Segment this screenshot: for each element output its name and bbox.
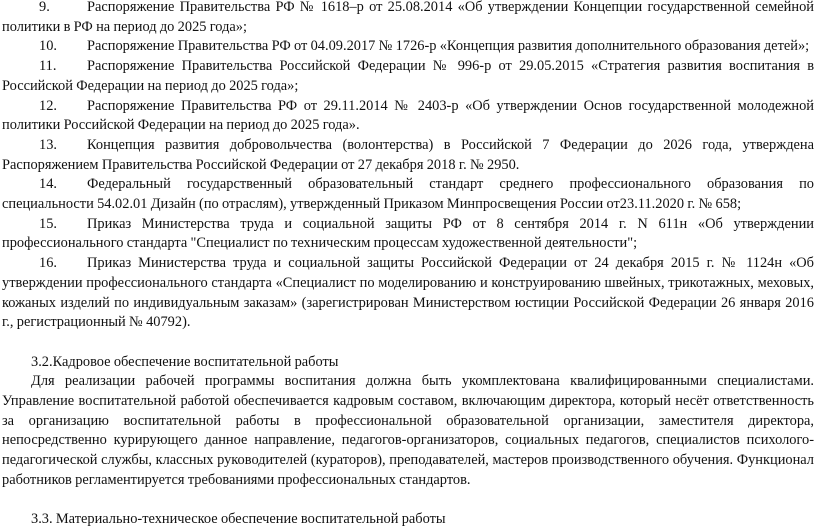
item-text: Концепция развития добровольчества (волонтерства) в Российской 7 Федерации до 2026 года, утверждена Распоряжением Правительства Российской Федерации от 27 декабря 2018 г. № 2950. [2, 136, 814, 173]
item-text: Распоряжение Правительства РФ № 1618–р от 25.08.2014 «Об утверждении Концепции государственной семейной политики в РФ на период до 2025 года»; [2, 0, 814, 35]
item-number: 10. [39, 38, 57, 55]
spacer [2, 491, 814, 511]
list-item [2, 57, 814, 96]
item-number: 13. [39, 136, 57, 153]
regulations-list [2, 0, 814, 333]
item-text: Приказ Министерства труда и социальной защиты РФ от 8 сентября 2014 г. N 611н «Об утверждении профессионального стандарта "Специалист по техническим процессам художественной деятельности"; [2, 215, 814, 252]
item-number: 9. [39, 0, 50, 15]
item-text: Распоряжение Правительства РФ от 29.11.2014 № 2403-р «Об утверждении Основ государственной молодежной политики Российской Федерации на период до 2025 года». [2, 97, 814, 134]
section-heading-material: 3.3. Материально-техническое обеспечение воспитательной работы [31, 511, 446, 528]
list-item [2, 0, 814, 37]
item-number: 12. [39, 97, 57, 114]
item-text: Распоряжение Правительства РФ от 04.09.2017 № 1726-р «Концепция развития дополнительного образования детей»; [87, 38, 810, 55]
list-item [2, 254, 814, 333]
list-item [2, 97, 814, 136]
item-number: 15. [39, 215, 57, 232]
spacer [2, 333, 814, 353]
list-item [2, 37, 814, 57]
list-item [2, 175, 814, 214]
list-item [2, 136, 814, 175]
item-number: 11. [39, 58, 57, 75]
list-item [2, 215, 814, 254]
section-heading-staffing: 3.2.Кадровое обеспечение воспитательной работы [31, 353, 339, 370]
item-number: 16. [39, 255, 57, 272]
section-body-staffing: Для реализации рабочей программы воспитания должна быть укомплектована квалифицированными специалистами. Управление воспитательной работой обеспечивается кадровым составом, включающим директора, который несёт ответственность за организацию воспитательной работы в профессиональной образовательной организации, заместителя директора, непосредственно курирующего данное направление, педагогов-организаторов, социальных педагогов, специалистов психолого-педагогической службы, классных руководителей (кураторов), преподавателей, мастеров производственного обучения. Функционал работников регламентируется требованиями профессиональных стандартов. [2, 373, 814, 488]
item-text: Приказ Министерства труда и социальной защиты Российской Федерации от 24 декабря 2015 г. № 1124н «Об утверждении профессионального стандарта «Специалист по моделированию и конструированию швейных, трикотажных, меховых, кожаных изделий по индивидуальным заказам» (зарегистрирован Министерством юстиции Российской Федерации 26 января 2016 г., регистрационный № 40792). [2, 255, 814, 331]
item-text: Федеральный государственный образовательный стандарт среднего профессионального образования по специальности 54.02.01 Дизайн (по отраслям), утвержденный Приказом Минпросвещения России от23.11.2020 г. № 658; [2, 176, 814, 213]
item-text: Распоряжение Правительства Российской Федерации № 996-р от 29.05.2015 «Стратегия развития воспитания в Российской Федерации на период до 2025 года»; [2, 58, 814, 94]
item-number: 14. [39, 176, 57, 193]
